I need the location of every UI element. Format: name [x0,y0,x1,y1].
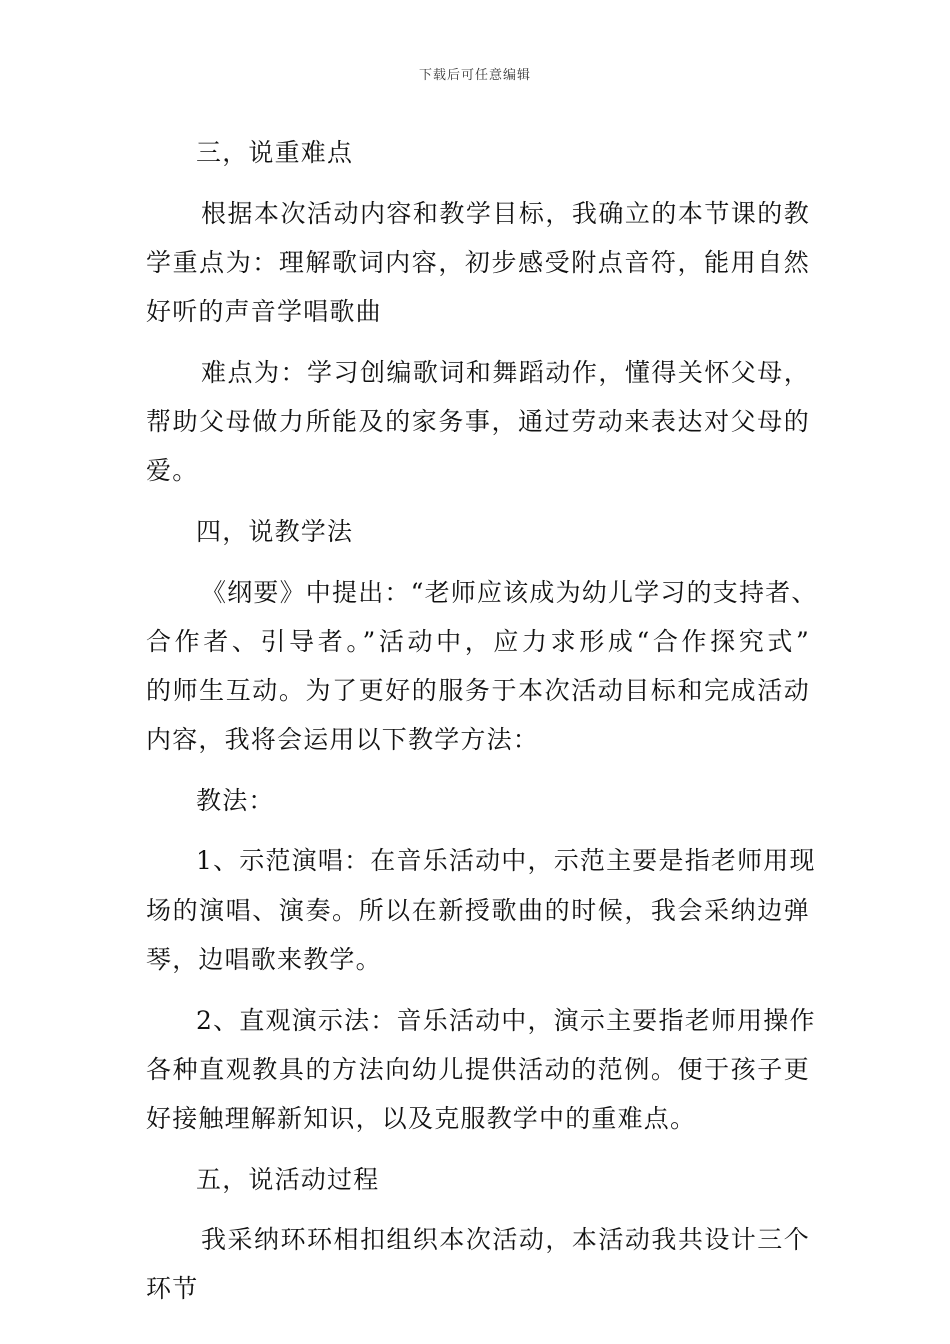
text-line: 内容，我将会运用以下教学方法： [146,725,540,755]
section-heading-activity-process: 五，说活动过程 [196,1164,380,1194]
text-line: 琴，边唱歌来教学。 [146,944,382,974]
text-line: 《纲要》中提出：“老师应该成为幼儿学习的支持者、 [201,577,818,607]
paragraph-difficult-points [146,348,810,496]
document-body [146,128,818,1314]
paragraph-activity-process [146,1215,810,1313]
text-line: 难点为：学习创编歌词和舞蹈动作，懂得关怀父母， [201,357,810,387]
text-line: 爱。 [146,456,199,486]
text-line: 好听的声音学唱歌曲 [146,297,382,327]
text-line: 1、示范演唱：在音乐活动中，示范主要是指老师用现 [196,846,816,876]
paragraph-method-visual-demonstration [146,996,816,1144]
section-heading-teaching-methods: 四，说教学法 [196,516,354,546]
text-line: 我采纳环环相扣组织本次活动，本活动我共设计三个 [201,1225,810,1255]
methods-label: 教法： [196,785,275,815]
paragraph-guidelines [146,568,818,765]
paragraph-method-demonstration-singing [146,836,816,984]
text-line: 学重点为：理解歌词内容，初步感受附点音符，能用自然 [146,247,810,277]
text-line: 帮助父母做力所能及的家务事，通过劳动来表达对父母的 [146,406,810,436]
paragraph-key-points [146,189,810,337]
text-line: 各种直观教具的方法向幼儿提供活动的范例。便于孩子更 [146,1054,810,1084]
text-line: 的师生互动。为了更好的服务于本次活动目标和完成活动 [146,675,810,705]
text-line: 合作者、引导者。”活动中，应力求形成“合作探究式” [146,626,810,656]
text-line: 环节 [146,1274,199,1304]
text-line: 2、直观演示法：音乐活动中，演示主要指老师用操作 [196,1005,816,1035]
section-heading-difficulties: 三，说重难点 [196,138,354,167]
text-line: 好接触理解新知识，以及克服教学中的重难点。 [146,1103,697,1133]
page-header-note: 下载后可任意编辑 [418,68,531,83]
text-line: 根据本次活动内容和教学目标，我确立的本节课的教 [201,198,810,228]
text-line: 场的演唱、演奏。所以在新授歌曲的时候，我会采纳边弹 [146,895,810,925]
